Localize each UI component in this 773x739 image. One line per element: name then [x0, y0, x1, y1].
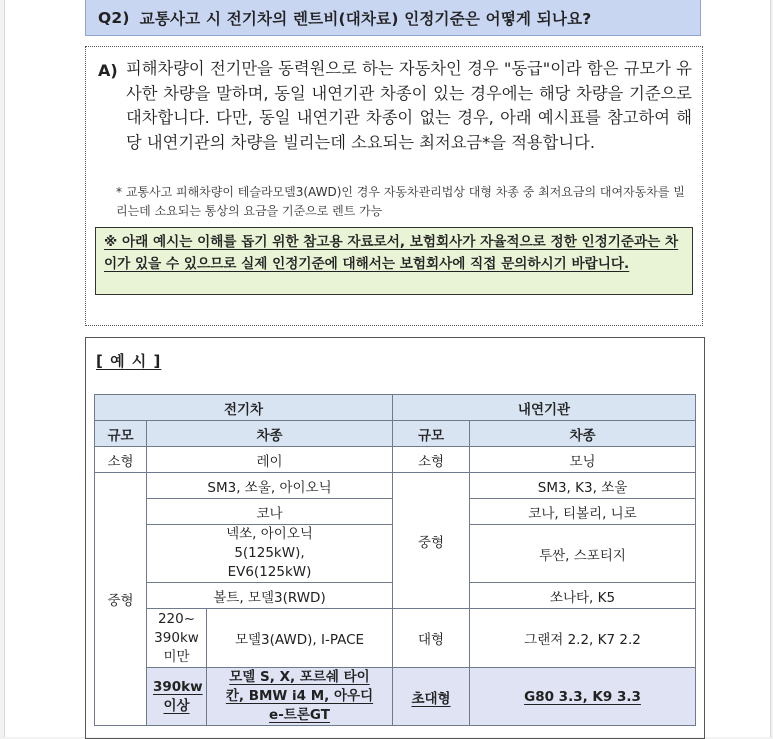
- example-box: [85, 337, 705, 739]
- cell-ice-small-size: 소형: [393, 447, 470, 473]
- cell-ice-xl-model: [470, 668, 696, 726]
- cell-ev-mid-2: 코나: [147, 499, 393, 525]
- table-row-highlight: [95, 668, 696, 726]
- example-table: [94, 394, 696, 726]
- cell-ev-mid-6: [207, 668, 393, 726]
- cell-ev-mid-3: 넥쏘, 아이오닉5(125kW), EV6(125kW): [147, 525, 393, 583]
- ice-xl-model-text: G80 3.3, K9 3.3: [524, 688, 641, 705]
- cell-ev-mid-size: 중형: [95, 473, 147, 726]
- cell-ev-small-model: 레이: [147, 447, 393, 473]
- header-ev-size: 규모: [95, 421, 147, 447]
- cell-ice-mid-4: 쏘나타, K5: [470, 583, 696, 609]
- table-row: [95, 447, 696, 473]
- cell-ice-mid-3: 투싼, 스포티지: [470, 525, 696, 583]
- header-ev: 전기차: [95, 395, 393, 421]
- header-ice: 내연기관: [393, 395, 696, 421]
- cell-ev-small-size: 소형: [95, 447, 147, 473]
- cell-ev-sub-over: [147, 668, 207, 726]
- sub-over-text: 390kw 이상: [153, 678, 203, 714]
- table-row: [95, 421, 696, 447]
- table-row: [95, 473, 696, 499]
- mid-ev-6-text: 모델 S, X, 포르쉐 타이칸, BMW i4 M, 아우디 e-트론GT: [225, 669, 374, 723]
- cell-ev-mid-1: SM3, 쏘울, 아이오닉: [147, 473, 393, 499]
- answer-label: A): [98, 61, 118, 80]
- cell-ice-mid-1: SM3, K3, 쏘울: [470, 473, 696, 499]
- question-banner: [85, 0, 701, 36]
- header-ice-size: 규모: [393, 421, 470, 447]
- cell-ice-mid-size: 중형: [393, 473, 470, 609]
- document-page: [4, 0, 771, 737]
- cell-ev-sub-under: 220~ 390kw 미만: [147, 609, 207, 668]
- header-ev-model: 차종: [147, 421, 393, 447]
- cell-ice-large-size: 대형: [393, 609, 470, 668]
- disclaimer-text: ※ 아래 예시는 이해를 돕기 위한 참고용 자료로서, 보험회사가 자율적으로 정한 인정기준과는 차이가 있을 수 있으므로 실제 인정기준에 대해서는 보험회사에 직접 문의하시기 바랍니다.: [104, 234, 679, 272]
- table-row: [95, 395, 696, 421]
- cell-ev-mid-4: 볼트, 모델3(RWD): [147, 583, 393, 609]
- cell-ice-large-model: 그랜져 2.2, K7 2.2: [470, 609, 696, 668]
- cell-ev-mid-5: 모델3(AWD), I-PACE: [207, 609, 393, 668]
- cell-ice-xl-size: [393, 668, 470, 726]
- header-ice-model: 차종: [470, 421, 696, 447]
- disclaimer-note: [95, 227, 693, 295]
- example-title: [ 예 시 ]: [96, 352, 162, 370]
- question-text: 교통사고 시 전기차의 렌트비(대차료) 인정기준은 어떻게 되나요?: [139, 9, 592, 28]
- cell-ice-small-model: 모닝: [470, 447, 696, 473]
- ice-xl-size-text: 초대형: [411, 690, 451, 707]
- answer-box: [85, 46, 703, 326]
- table-row: [95, 609, 696, 668]
- answer-footnote: * 교통사고 피해차량이 테슬라모델3(AWD)인 경우 자동차관리법상 대형 차종 중 최저요금의 대여자동차를 빌리는데 소요되는 통상의 요금을 기준으로 렌트 가능: [116, 185, 685, 218]
- cell-ice-mid-2: 코나, 티볼리, 니로: [470, 499, 696, 525]
- answer-text: 피해차량이 전기만을 동력원으로 하는 자동차인 경우 "동급"이라 함은 규모가 유사한 차량을 말하며, 동일 내연기관 차종이 있는 경우에는 해당 차량을 기준으로 대차합니다. 다만, 동일 내연기관 차종이 없는 경우, 아래 예시표를 참고하여 해당 내연기관의 차량을 빌리는데 소요되는 최저요금*을 적용합니다.: [126, 59, 692, 152]
- question-number: Q2): [98, 8, 130, 27]
